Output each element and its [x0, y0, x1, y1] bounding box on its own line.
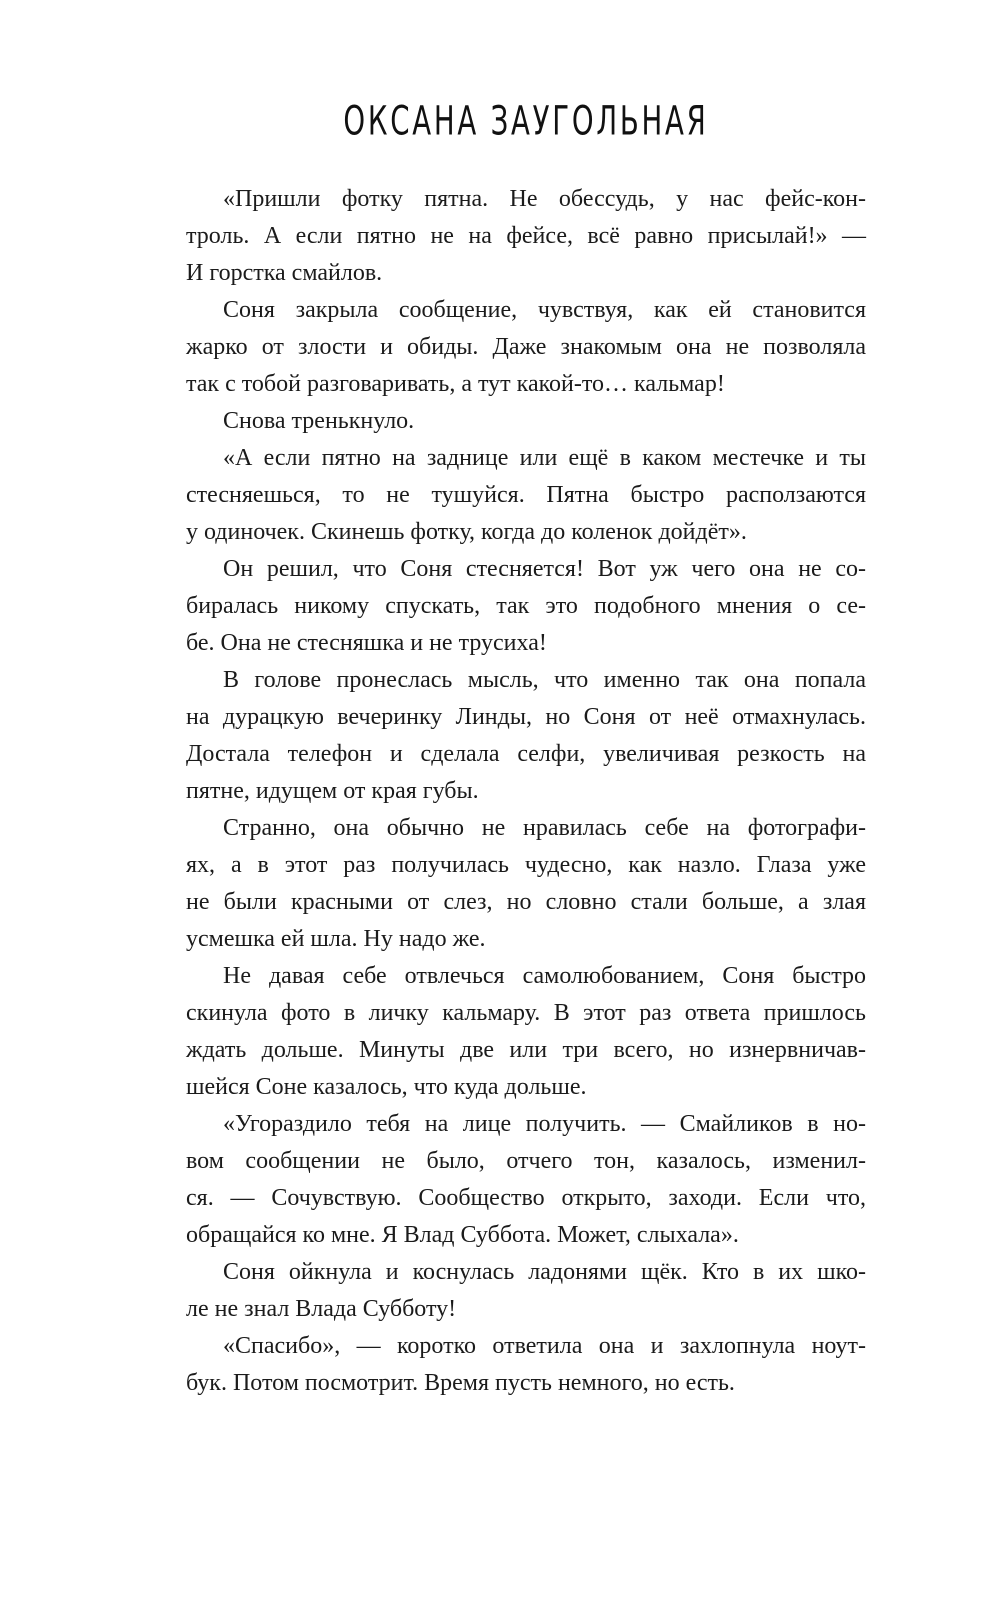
text-line: «Спасибо», — коротко ответила она и захлопнула ноут-	[223, 1333, 866, 1359]
text-line: ся. — Сочувствую. Сообщество открыто, заходи. Если что,	[186, 1185, 866, 1211]
text-line: И горстка смайлов.	[186, 260, 383, 286]
text-line: так с тобой разговаривать, а тут какой-то… кальмар!	[186, 371, 725, 397]
text-line: обращайся ко мне. Я Влад Суббота. Может, слыхала».	[186, 1222, 739, 1248]
text-line: бук. Потом посмотрит. Время пусть немного, но есть.	[186, 1370, 735, 1396]
text-line: пятне, идущем от края губы.	[186, 778, 479, 804]
author-heading: ОКСАНА ЗАУГОЛЬНАЯ	[343, 98, 709, 146]
text-line: шейся Соне казалось, что куда дольше.	[186, 1074, 587, 1100]
text-line: «А если пятно на заднице или ещё в каком местечке и ты	[223, 445, 866, 471]
text-line: не были красными от слез, но словно стали больше, а злая	[186, 889, 866, 915]
text-line: усмешка ей шла. Ну надо же.	[186, 926, 486, 952]
paragraph	[186, 810, 866, 958]
text-line: стесняешься, то не тушуйся. Пятна быстро расползаются	[186, 482, 866, 508]
text-line: В голове пронеслась мысль, что именно так она попала	[223, 667, 866, 693]
text-line: «Пришли фотку пятна. Не обессудь, у нас фейс-кон-	[223, 186, 866, 212]
paragraph	[186, 1254, 866, 1328]
text-line: троль. А если пятно не на фейсе, всё равно присылай!» —	[186, 223, 866, 249]
paragraph	[186, 181, 866, 292]
paragraph	[186, 662, 866, 810]
paragraph	[186, 1328, 866, 1402]
paragraph	[186, 292, 866, 403]
paragraph	[186, 958, 866, 1106]
text-line: Не давая себе отвлечься самолюбованием, Соня быстро	[223, 963, 866, 989]
paragraphs	[186, 181, 866, 1402]
paragraph	[186, 1106, 866, 1254]
text-line: Снова тренькнуло.	[223, 408, 415, 434]
text-line: скинула фото в личку кальмару. В этот раз ответа пришлось	[186, 1000, 866, 1026]
text-line: жарко от злости и обиды. Даже знакомым она не позволяла	[186, 334, 866, 360]
text-line: вом сообщении не было, отчего тон, казалось, изменил-	[186, 1148, 866, 1174]
paragraph	[186, 440, 866, 551]
text-line: на дурацкую вечеринку Линды, но Соня от неё отмахнулась.	[186, 704, 866, 730]
text-line: Достала телефон и сделала селфи, увеличивая резкость на	[186, 741, 866, 767]
text-line: Соня закрыла сообщение, чувствуя, как ей становится	[223, 297, 866, 323]
text-line: ле не знал Влада Субботу!	[186, 1296, 457, 1322]
text-line: Соня ойкнула и коснулась ладонями щёк. Кто в их шко-	[223, 1259, 866, 1285]
text-line: Странно, она обычно не нравилась себе на фотографи-	[223, 815, 866, 841]
text-line: у одиночек. Скинешь фотку, когда до коленок дойдёт».	[186, 519, 747, 545]
text-line: биралась никому спускать, так это подобного мнения о се-	[186, 593, 866, 619]
text-line: «Угораздило тебя на лице получить. — Смайликов в но-	[223, 1111, 866, 1137]
paragraph	[186, 551, 866, 662]
text-line: ждать дольше. Минуты две или три всего, но изнервничав-	[186, 1037, 866, 1063]
paragraph	[186, 403, 866, 440]
text-line: бе. Она не стесняшка и не трусиха!	[186, 630, 547, 656]
text-line: Он решил, что Соня стесняется! Вот уж чего она не со-	[223, 556, 866, 582]
text-line: ях, а в этот раз получилась чудесно, как назло. Глаза уже	[186, 852, 866, 878]
